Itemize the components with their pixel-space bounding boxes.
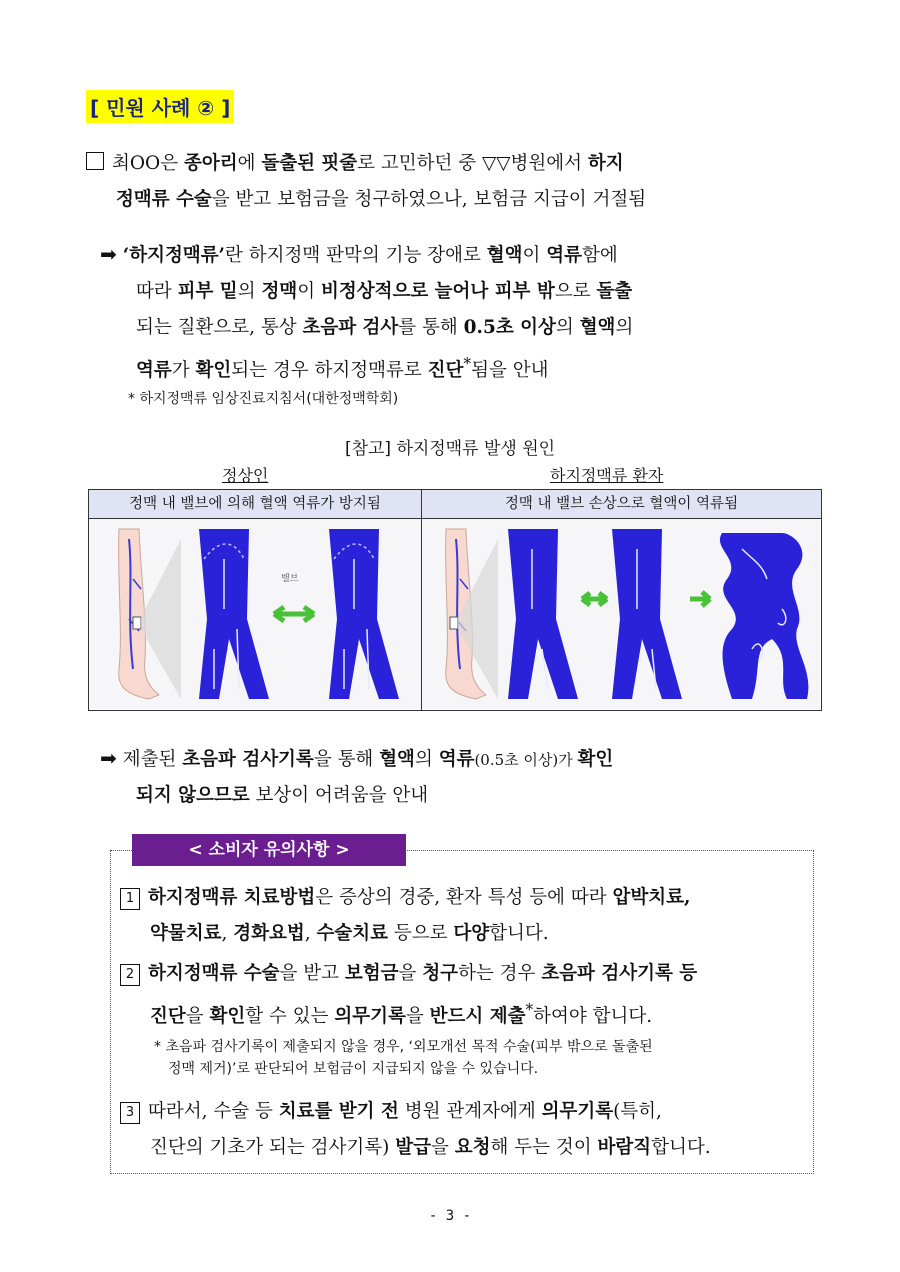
page-number: - 3 - xyxy=(428,1208,472,1224)
notice-item-2-line-2: 진단을 확인할 수 있는 의무기록을 반드시 제출*하여야 합니다. xyxy=(150,1001,653,1028)
notice-item-2-note-line-2: 정맥 제거)’로 판단되어 보험금이 지급되지 않을 수 있습니다. xyxy=(168,1061,539,1077)
case-line-1: 최OO은 종아리에 돌출된 핏줄로 고민하던 중 ▽▽병원에서 하지 xyxy=(86,146,826,182)
explanation-line-3: 되는 질환으로, 통상 초음파 검사를 통해 0.5초 이상의 혈액의 xyxy=(136,317,634,338)
explanation-line-1: ➡ ‘하지정맥류’란 하지정맥 판막의 기능 장애로 혈액이 역류함에 xyxy=(100,242,618,266)
right-arrow-icon: ➡ xyxy=(100,746,117,770)
case-line-2: 정맥류 수술을 받고 보험금을 청구하였으나, 보험금 지급이 거절됨 xyxy=(116,189,647,210)
result-block xyxy=(100,740,820,814)
checkbox-square-icon xyxy=(86,152,104,170)
figure-title: [참고] 하지정맥류 발생 원인 xyxy=(344,439,556,459)
explanation-footnote: * 하지정맥류 임상진료지침서(대한정맥학회) xyxy=(128,391,399,407)
normal-vein-illustration xyxy=(89,519,421,709)
figure-right-subtitle: 하지정맥류 환자 xyxy=(550,466,664,485)
notice-item-2-note-line-1: * 초음파 검사기록이 제출되지 않을 경우, ‘외모개선 목적 수술(피부 밖으로 돌출된 xyxy=(154,1039,653,1055)
number-box-1: 1 xyxy=(120,888,140,910)
right-arrow-icon: ➡ xyxy=(100,242,117,266)
result-line-1: ➡ 제출된 초음파 검사기록을 통해 혈액의 역류(0.5초 이상)가 확인 xyxy=(100,746,614,770)
notice-item-3-line-1: 3 따라서, 수술 등 치료를 받기 전 병원 관계자에게 의무기록(특히, xyxy=(120,1094,810,1130)
figure-table xyxy=(88,489,822,711)
case-title: [ 민원 사례 ② ] xyxy=(86,90,234,123)
notice-item-1-line-1: 1 하지정맥류 치료방법은 증상의 경중, 환자 특성 등에 따라 압박치료, xyxy=(120,880,810,916)
notice-item-1-line-2: 약물치료, 경화요법, 수술치료 등으로 다양합니다. xyxy=(150,923,549,944)
result-line-2: 되지 않으므로 보상이 어려움을 안내 xyxy=(136,785,429,806)
consumer-notice-label: < 소비자 유의사항 > xyxy=(132,834,406,866)
figure-right-header: 정맥 내 밸브 손상으로 혈액이 역류됨 xyxy=(422,490,821,519)
notice-item-2-line-1: 2 하지정맥류 수술을 받고 보험금을 청구하는 경우 초음파 검사기록 등 xyxy=(120,956,810,992)
figure-left-header: 정맥 내 밸브에 의해 혈액 역류가 방지됨 xyxy=(89,490,421,519)
notice-item-3-line-2: 진단의 기초가 되는 검사기록) 발급을 요청해 두는 것이 바람직합니다. xyxy=(150,1137,711,1158)
valve-label: 밸브 xyxy=(281,574,299,584)
case-description xyxy=(86,146,826,218)
notice-item-2-note xyxy=(154,1036,804,1080)
number-box-3: 3 xyxy=(120,1102,140,1124)
notice-item-3 xyxy=(120,1094,810,1166)
explanation-line-2: 따라 피부 밑의 정맥이 비정상적으로 늘어나 피부 밖으로 돌출 xyxy=(136,281,633,302)
explanation-block xyxy=(100,236,820,389)
explanation-line-4: 역류가 확인되는 경우 하지정맥류로 진단*됨을 안내 xyxy=(136,355,549,382)
notice-item-1 xyxy=(120,880,810,952)
notice-item-2 xyxy=(120,956,810,1035)
number-box-2: 2 xyxy=(120,964,140,986)
figure-left-subtitle: 정상인 xyxy=(222,466,269,485)
varicose-vein-illustration xyxy=(422,519,820,709)
